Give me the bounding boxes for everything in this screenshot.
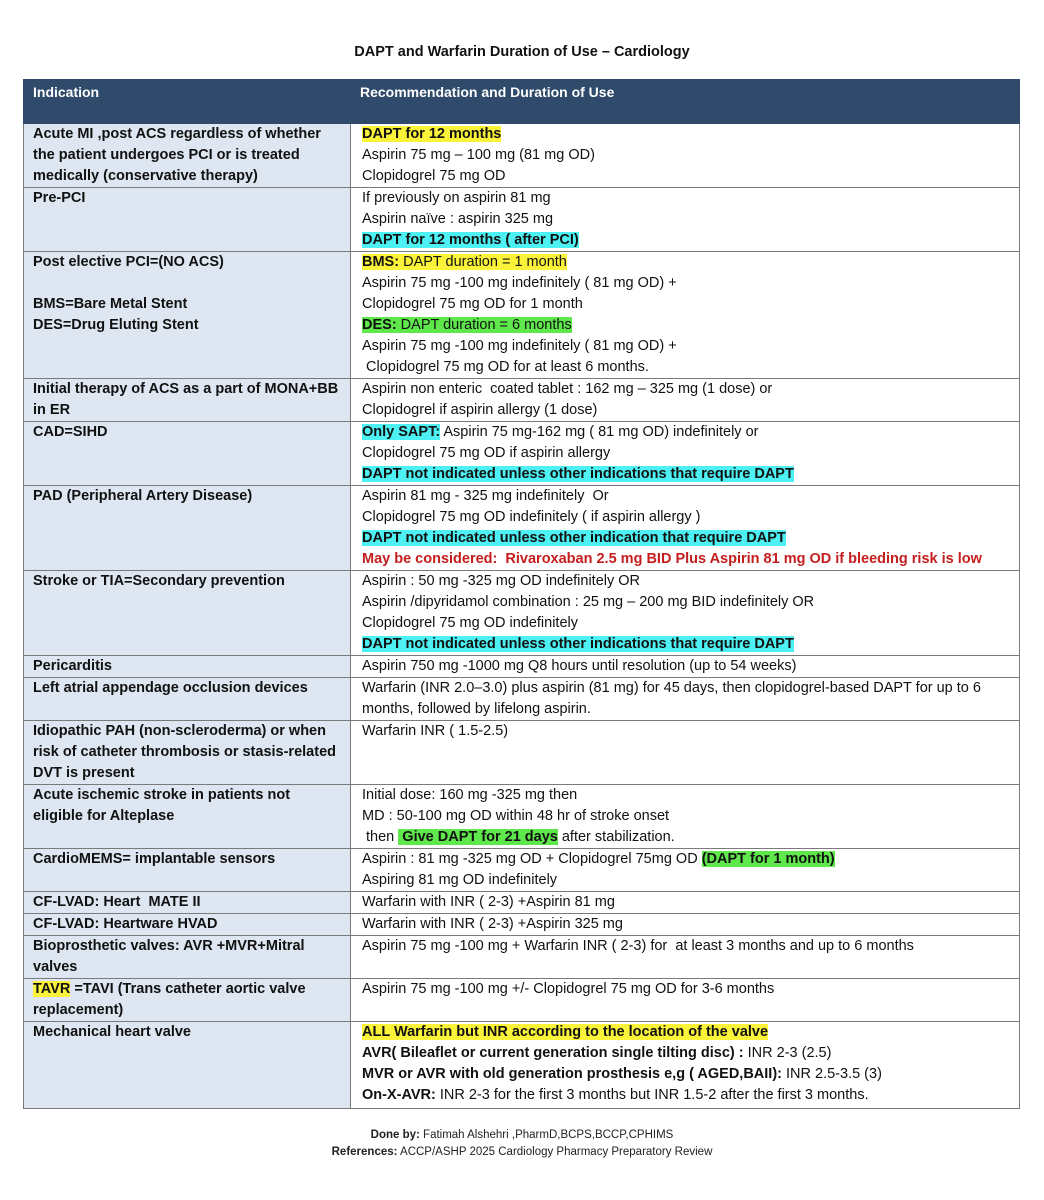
table-header-row <box>24 80 1020 124</box>
warning-text: May be considered: Rivaroxaban 2.5 mg BID Plus Aspirin 81 mg OD if bleeding risk is low <box>362 551 982 567</box>
rec-line: Aspirin /dipyridamol combination : 25 mg – 200 mg BID indefinitely OR <box>362 594 815 610</box>
highlight-text: DAPT for 12 months ( after PCI) <box>362 232 579 248</box>
recommendation-cell <box>351 785 1020 849</box>
indication-cell: Bioprosthetic valves: AVR +MVR+Mitral valves <box>24 936 351 979</box>
rec-line: Clopidogrel 75 mg OD <box>362 168 506 184</box>
indication-cell: Idiopathic PAH (non-scleroderma) or when risk of catheter thrombosis or stasis-related DVT is present <box>24 721 351 785</box>
rec-line: Clopidogrel 75 mg OD for 1 month <box>362 296 583 312</box>
indication-cell: Acute ischemic stroke in patients not eligible for Alteplase <box>24 785 351 849</box>
recommendation-cell <box>351 678 1020 721</box>
recommendation-cell <box>351 936 1020 979</box>
rec-line: Clopidogrel 75 mg OD indefinitely <box>362 615 578 631</box>
indication-text: =TAVI (Trans catheter aortic valve replacement) <box>33 981 306 1018</box>
rec-line: Aspirin : 50 mg -325 mg OD indefinitely OR <box>362 573 641 589</box>
rec-line: Warfarin with INR ( 2-3) +Aspirin 81 mg <box>362 894 615 910</box>
indication-text: Post elective PCI=(NO ACS) <box>33 254 224 270</box>
recommendation-cell <box>351 422 1020 486</box>
table-row <box>24 892 1020 914</box>
highlight-text: Give DAPT for 21 days <box>398 829 558 845</box>
indication-cell <box>24 979 351 1022</box>
indication-cell: Acute MI ,post ACS regardless of whether the patient undergoes PCI or is treated medically (conservative therapy) <box>24 124 351 188</box>
highlight-text: DAPT not indicated unless other indication that require DAPT <box>362 530 786 546</box>
indication-text: BMS=Bare Metal Stent <box>33 296 188 312</box>
recommendation-cell <box>351 892 1020 914</box>
rec-line: Clopidogrel 75 mg OD for at least 6 months. <box>362 359 649 375</box>
avr-label: AVR( Bileaflet or current generation single tilting disc) : <box>362 1045 744 1061</box>
indication-text: DES=Drug Eluting Stent <box>33 317 199 333</box>
done-by-text: Fatimah Alshehri ,PharmD,BCPS,BCCP,CPHIMS <box>419 1129 674 1141</box>
rec-line: Warfarin INR ( 1.5-2.5) <box>362 723 509 739</box>
rec-line: Warfarin with INR ( 2-3) +Aspirin 325 mg <box>362 916 623 932</box>
references-label: References: <box>331 1146 398 1158</box>
table-row <box>24 1022 1020 1109</box>
indication-cell: Mechanical heart valve <box>24 1022 351 1109</box>
table-row <box>24 571 1020 656</box>
recommendation-cell <box>351 914 1020 936</box>
recommendation-cell <box>351 379 1020 422</box>
highlight-text: (DAPT for 1 month) <box>701 851 835 867</box>
recommendation-cell <box>351 656 1020 678</box>
done-by-label: Done by: <box>370 1129 420 1141</box>
recommendation-cell <box>351 252 1020 379</box>
tavr-highlight: TAVR <box>33 981 71 997</box>
rec-line: MD : 50-100 mg OD within 48 hr of stroke onset <box>362 808 670 824</box>
table-row <box>24 721 1020 785</box>
avr-text: INR 2-3 (2.5) <box>743 1045 832 1061</box>
recommendation-cell <box>351 721 1020 785</box>
onx-text: INR 2-3 for the first 3 months but INR 1.5-2 after the first 3 months. <box>435 1087 869 1103</box>
table-row <box>24 124 1020 188</box>
indication-cell: CardioMEMS= implantable sensors <box>24 849 351 892</box>
table-row <box>24 486 1020 571</box>
rec-text: Aspirin : 81 mg -325 mg OD + Clopidogrel 75mg OD <box>362 851 702 867</box>
table-row <box>24 656 1020 678</box>
highlight-text: DAPT for 12 months <box>362 126 502 142</box>
table-row <box>24 914 1020 936</box>
then-text: then <box>362 829 399 845</box>
highlight-text: DAPT not indicated unless other indications that require DAPT <box>362 636 794 652</box>
sapt-text: Aspirin 75 mg-162 mg ( 81 mg OD) indefinitely or <box>440 424 759 440</box>
rec-line: Aspiring 81 mg OD indefinitely <box>362 872 558 888</box>
rec-line: Aspirin 81 mg - 325 mg indefinitely Or <box>362 488 609 504</box>
indication-cell: CF-LVAD: Heartware HVAD <box>24 914 351 936</box>
footer-done-by <box>0 1129 1044 1141</box>
recommendation-cell <box>351 571 1020 656</box>
rec-line: Clopidogrel 75 mg OD indefinitely ( if aspirin allergy ) <box>362 509 701 525</box>
table-row <box>24 379 1020 422</box>
recommendation-cell <box>351 486 1020 571</box>
recommendation-cell <box>351 979 1020 1022</box>
rec-line: Aspirin 75 mg -100 mg indefinitely ( 81 mg OD) + <box>362 338 677 354</box>
indication-cell: Pre-PCI <box>24 188 351 252</box>
mvr-label: MVR or AVR with old generation prosthesis e,g ( AGED,BAII): <box>362 1066 782 1082</box>
table-row <box>24 252 1020 379</box>
indication-cell: Left atrial appendage occlusion devices <box>24 678 351 721</box>
recommendations-table <box>23 79 1020 1109</box>
header-recommendation: Recommendation and Duration of Use <box>351 80 1020 124</box>
table-row <box>24 849 1020 892</box>
rec-line: Aspirin 75 mg -100 mg +/- Clopidogrel 75 mg OD for 3-6 months <box>362 981 775 997</box>
bms-label: BMS: <box>362 254 400 270</box>
rec-line: Aspirin naïve : aspirin 325 mg <box>362 211 554 227</box>
rec-line: Initial dose: 160 mg -325 mg then <box>362 787 578 803</box>
after-text: after stabilization. <box>557 829 675 845</box>
table-row <box>24 188 1020 252</box>
rec-line: Aspirin 75 mg -100 mg indefinitely ( 81 mg OD) + <box>362 275 677 291</box>
rec-line: Clopidogrel if aspirin allergy (1 dose) <box>362 402 598 418</box>
mvr-text: INR 2.5-3.5 (3) <box>781 1066 882 1082</box>
table-row <box>24 936 1020 979</box>
highlight-text: DAPT not indicated unless other indications that require DAPT <box>362 466 794 482</box>
indication-cell: CAD=SIHD <box>24 422 351 486</box>
indication-cell: Pericarditis <box>24 656 351 678</box>
rec-line: Aspirin 75 mg -100 mg + Warfarin INR ( 2-3) for at least 3 months and up to 6 months <box>362 938 914 954</box>
table-row <box>24 785 1020 849</box>
rec-line: Aspirin 750 mg -1000 mg Q8 hours until resolution (up to 54 weeks) <box>362 658 797 674</box>
page-title: DAPT and Warfarin Duration of Use – Cardiology <box>354 44 690 60</box>
table-row <box>24 422 1020 486</box>
rec-line: Aspirin 75 mg – 100 mg (81 mg OD) <box>362 147 595 163</box>
indication-cell: Stroke or TIA=Secondary prevention <box>24 571 351 656</box>
indication-cell: CF-LVAD: Heart MATE II <box>24 892 351 914</box>
des-text: DAPT duration = 6 months <box>396 317 572 333</box>
rec-line: If previously on aspirin 81 mg <box>362 190 551 206</box>
table-row <box>24 678 1020 721</box>
sapt-label: Only SAPT: <box>362 424 441 440</box>
bms-text: DAPT duration = 1 month <box>399 254 567 270</box>
rec-line: Clopidogrel 75 mg OD if aspirin allergy <box>362 445 611 461</box>
references-text: ACCP/ASHP 2025 Cardiology Pharmacy Preparatory Review <box>397 1146 713 1158</box>
rec-line: Warfarin (INR 2.0–3.0) plus aspirin (81 mg) for 45 days, then clopidogrel-based DAPT for up to 6 months, followed by lifelong aspirin. <box>362 680 981 717</box>
indication-cell: Initial therapy of ACS as a part of MONA+BB in ER <box>24 379 351 422</box>
recommendation-cell <box>351 124 1020 188</box>
header-indication: Indication <box>24 80 351 124</box>
recommendation-cell <box>351 188 1020 252</box>
highlight-text: ALL Warfarin but INR according to the location of the valve <box>362 1024 769 1040</box>
des-label: DES: <box>362 317 397 333</box>
recommendation-cell <box>351 849 1020 892</box>
onx-label: On-X-AVR: <box>362 1087 436 1103</box>
indication-cell: PAD (Peripheral Artery Disease) <box>24 486 351 571</box>
recommendation-cell <box>351 1022 1020 1109</box>
footer-references <box>0 1146 1044 1158</box>
table-row <box>24 979 1020 1022</box>
indication-cell <box>24 252 351 379</box>
rec-line: Aspirin non enteric coated tablet : 162 mg – 325 mg (1 dose) or <box>362 381 773 397</box>
